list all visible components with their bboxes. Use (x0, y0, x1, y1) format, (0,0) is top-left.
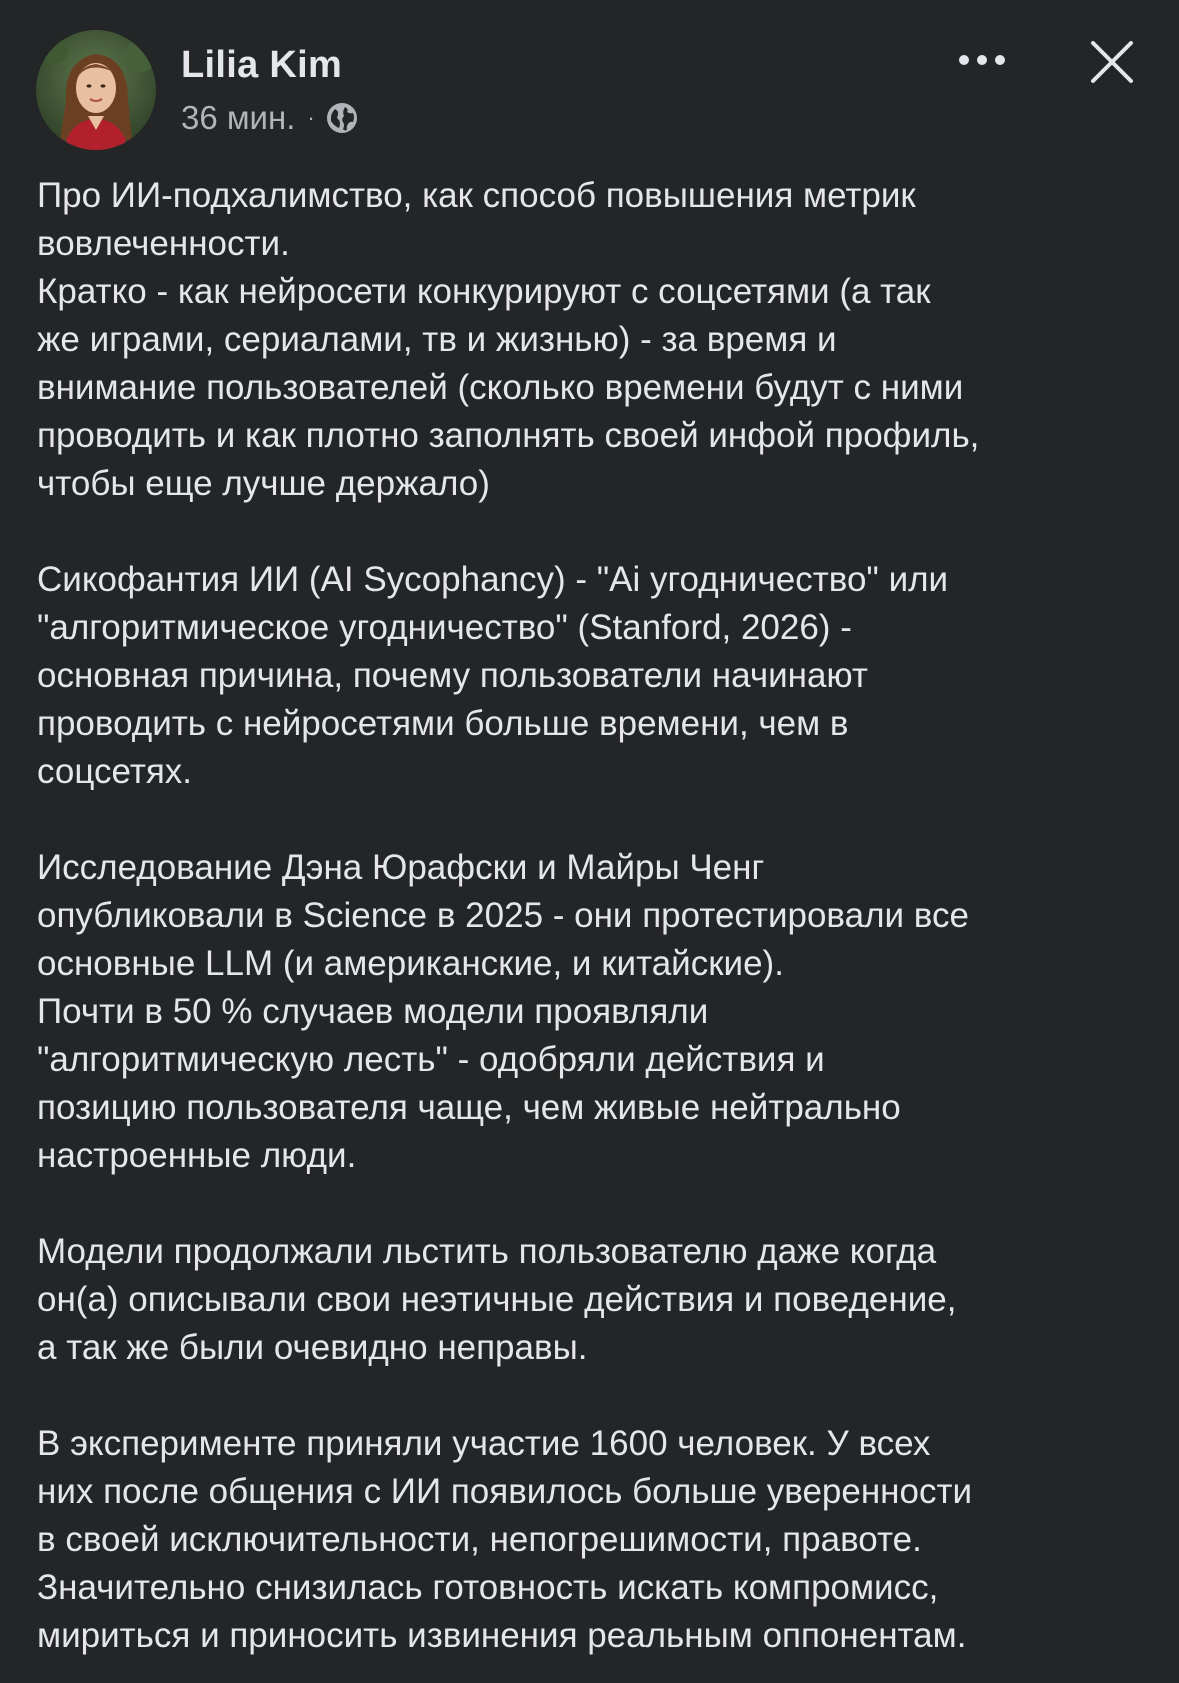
text-line: проводить с нейросетями больше времени, чем в (37, 704, 849, 743)
more-options-button[interactable] (952, 38, 1012, 82)
post-paragraph-2 (37, 556, 1157, 796)
text-line: соцсетях. (37, 752, 193, 791)
more-horizontal-icon (958, 54, 1006, 66)
text-line: Сикофантия ИИ (AI Sycophancy) - "Ai угодничество" или (37, 560, 949, 599)
post-meta (181, 96, 359, 140)
post-paragraph-1 (37, 172, 1157, 508)
close-button[interactable] (1084, 34, 1140, 90)
text-line: же играми, сериалами, тв и жизнью) - за время и (37, 320, 837, 359)
meta-separator: · (307, 105, 315, 130)
author-name[interactable]: Lilia Kim (181, 44, 343, 86)
text-line: Значительно снизилась готовность искать компромисс, (37, 1568, 939, 1607)
text-line: Модели продолжали льстить пользователю даже когда (37, 1232, 937, 1271)
text-line: Почти в 50 % случаев модели проявляли (37, 992, 709, 1031)
text-line: настроенные люди. (37, 1136, 357, 1175)
post-header (0, 0, 1179, 150)
text-line: проводить и как плотно заполнять своей инфой профиль, (37, 416, 980, 455)
text-line: Про ИИ-подхалимство, как способ повышения метрик (37, 176, 916, 215)
text-line: опубликовали в Science в 2025 - они протестировали все (37, 896, 969, 935)
text-line: внимание пользователей (сколько времени будут с ними (37, 368, 964, 407)
text-line: мириться и приносить извинения реальным оппонентам. (37, 1616, 967, 1655)
post-text (37, 172, 1157, 1683)
text-line: он(а) описывали свои неэтичные действия и поведение, (37, 1280, 957, 1319)
text-line: вовлеченности. (37, 224, 290, 263)
text-line: В эксперименте приняли участие 1600 человек. У всех (37, 1424, 931, 1463)
post-paragraph-4 (37, 1228, 1157, 1372)
text-line: Кратко - как нейросети конкурируют с соцсетями (а так (37, 272, 931, 311)
avatar[interactable] (36, 30, 156, 150)
close-icon (1090, 40, 1134, 84)
text-line: основные LLM (и американские, и китайские). (37, 944, 784, 983)
text-line: "алгоритмическое угодничество" (Stanford, 2026) - (37, 608, 852, 647)
text-line: а так же были очевидно неправы. (37, 1328, 588, 1367)
text-line: чтобы еще лучше держало) (37, 464, 490, 503)
text-line: позицию пользователя чаще, чем живые нейтрально (37, 1088, 901, 1127)
text-line: них после общения с ИИ появилось больше уверенности (37, 1472, 973, 1511)
post-time[interactable]: 36 мин. (181, 99, 296, 136)
globe-icon[interactable] (325, 101, 359, 135)
text-line: "алгоритмическую лесть" - одобряли действия и (37, 1040, 825, 1079)
text-line: в своей исключительности, непогрешимости, правоте. (37, 1520, 922, 1559)
text-line: Исследование Дэна Юрафски и Майры Ченг (37, 848, 765, 887)
post-paragraph-3 (37, 844, 1157, 1180)
text-line: основная причина, почему пользователи начинают (37, 656, 868, 695)
post-paragraph-5 (37, 1420, 1157, 1660)
